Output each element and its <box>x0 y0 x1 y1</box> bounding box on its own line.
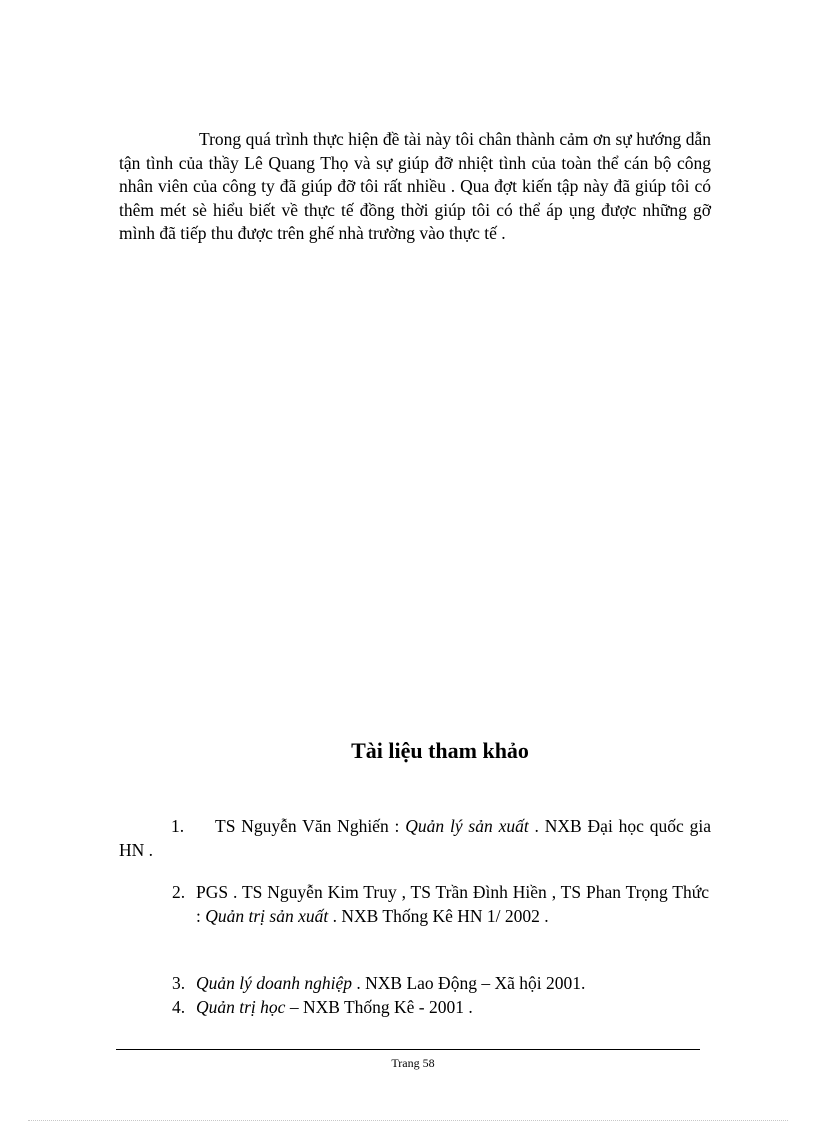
reference-item <box>172 972 709 996</box>
reference-number: 3. <box>172 973 186 993</box>
reference-title: Quản trị sản xuất <box>205 905 329 926</box>
footer-divider <box>116 1049 700 1050</box>
reference-item <box>119 815 711 862</box>
page-number: Trang 58 <box>391 1056 435 1070</box>
reference-number: 1. <box>171 816 185 836</box>
acknowledgement-paragraph: Trong quá trình thực hiện đề tài này tôi chân thành cảm ơn sự hướng dẫn tận tình của thầy Lê Quang Thọ và sự giúp đỡ nhiệt tình của toàn thể cán bộ công nhân viên của công ty đã giúp đỡ tôi rất nhiều . Qua đợt kiến tập này đã giúp tôi có thêm mét sè hiểu biết về thực tế đồng thời giúp tôi có thể áp ụng được những gỡ mình đã tiếp thu được trên ghế nhà trường vào thực tế . <box>119 129 711 243</box>
reference-title: Quản lý doanh nghiệp <box>196 973 353 993</box>
reference-number: 4. <box>172 997 186 1017</box>
reference-title: Quản trị học <box>196 997 286 1017</box>
reference-author: PGS . TS Nguyễn Kim Truy , TS Trần Đình Hiền , TS Phan Trọng Thức : <box>196 882 709 926</box>
reference-publisher: . NXB Đại học quốc gia HN . <box>119 816 711 860</box>
references-heading: Tài liệu tham khảo <box>351 738 529 763</box>
page-edge-divider <box>28 1120 788 1121</box>
reference-publisher: – NXB Thống Kê - 2001 . <box>285 997 473 1017</box>
reference-publisher: . NXB Thống Kê HN 1/ 2002 . <box>328 905 549 926</box>
reference-item <box>172 996 709 1020</box>
reference-number: 2. <box>172 882 186 902</box>
reference-publisher: . NXB Lao Động – Xã hội 2001. <box>352 973 586 993</box>
reference-author: TS Nguyễn Văn Nghiến : <box>215 816 406 836</box>
reference-item <box>172 881 709 928</box>
reference-title: Quản lý sản xuất <box>405 816 529 836</box>
